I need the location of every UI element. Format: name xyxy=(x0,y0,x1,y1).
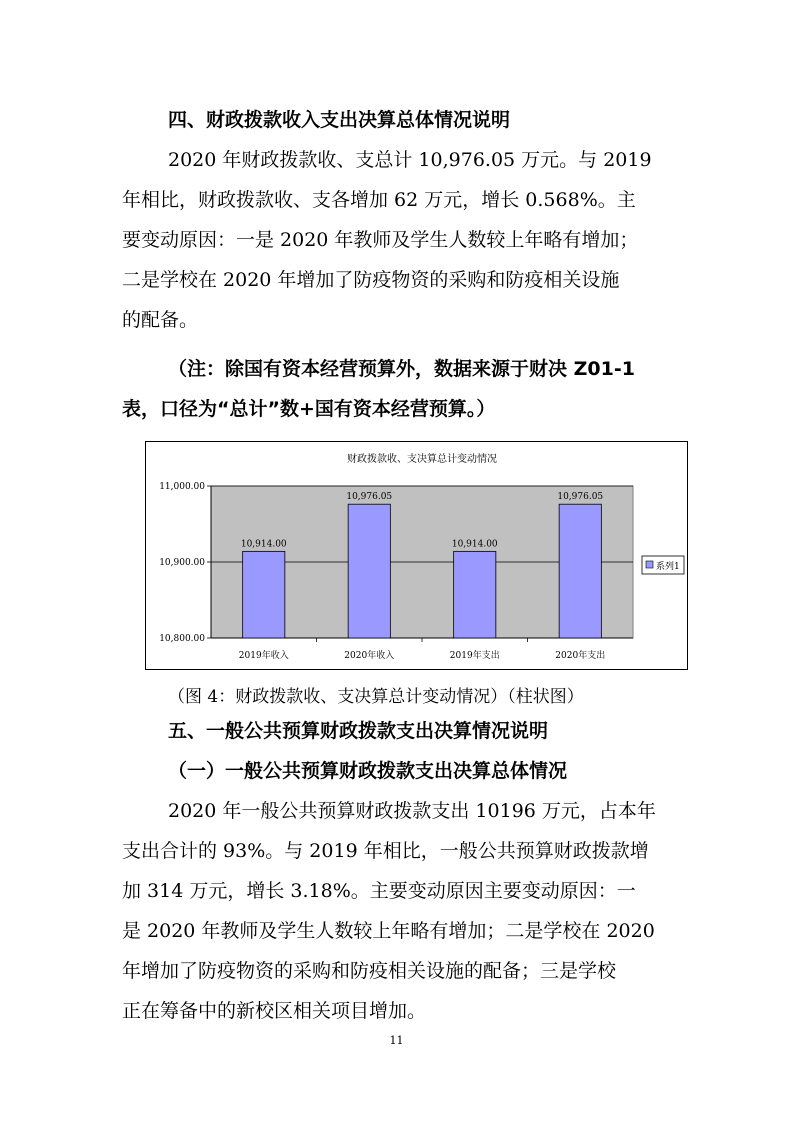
y-tick-label: 11,000.00 xyxy=(159,482,205,492)
data-label: 10,976.05 xyxy=(346,492,393,503)
x-tick-label: 2020年支出 xyxy=(555,651,606,661)
chart-svg xyxy=(146,442,687,669)
paragraph-line: 的配备。 xyxy=(122,309,199,331)
note-line: 表，口径为“总计”数+国有资本经营预算。） xyxy=(122,398,496,420)
paragraph-line: 要变动原因：一是 2020 年教师及学生人数较上年略有增加； xyxy=(122,229,639,251)
data-label: 10,914.00 xyxy=(240,539,287,550)
y-tick-label: 10,900.00 xyxy=(159,558,205,568)
x-tick-label: 2019年收入 xyxy=(238,651,289,661)
legend-label: 系列1 xyxy=(656,562,680,572)
page-number: 11 xyxy=(389,1034,404,1047)
bar-chart xyxy=(145,441,688,670)
paragraph-line: 正在筹备中的新校区相关项目增加。 xyxy=(122,1000,427,1022)
bar xyxy=(348,504,390,638)
section5-subheading: （一）一般公共预算财政拨款支出决算总体情况 xyxy=(168,760,568,782)
chart-title: 财政拨款收、支决算总计变动情况 xyxy=(347,454,497,465)
paragraph-line: 年增加了防疫物资的采购和防疫相关设施的配备；三是学校 xyxy=(122,960,617,982)
paragraph-line: 二是学校在 2020 年增加了防疫物资的采购和防疫相关设施 xyxy=(122,269,620,291)
note-line: （注：除国有资本经营预算外，数据来源于财决 Z01-1 xyxy=(168,358,635,380)
figure-caption: （图 4：财政拨款收、支决算总计变动情况）（柱状图） xyxy=(168,687,584,707)
paragraph-line: 是 2020 年教师及学生人数较上年略有增加；二是学校在 2020 xyxy=(122,920,655,942)
section5-heading: 五、一般公共预算财政拨款支出决算情况说明 xyxy=(168,720,549,742)
section4-heading: 四、财政拨款收入支出决算总体情况说明 xyxy=(168,109,511,131)
x-tick-label: 2019年支出 xyxy=(449,651,500,661)
bar xyxy=(243,551,285,638)
legend-swatch xyxy=(646,561,653,568)
paragraph-line: 支出合计的 93%。与 2019 年相比，一般公共预算财政拨款增 xyxy=(122,840,649,862)
bar xyxy=(454,551,496,638)
y-tick-label: 10,800.00 xyxy=(159,634,205,644)
paragraph-line: 2020 年一般公共预算财政拨款支出 10196 万元，占本年 xyxy=(168,800,656,822)
x-tick-label: 2020年收入 xyxy=(344,651,395,661)
bar xyxy=(559,504,601,638)
paragraph-line: 年相比，财政拨款收、支各增加 62 万元，增长 0.568%。主 xyxy=(122,189,636,211)
paragraph-line: 2020 年财政拨款收、支总计 10,976.05 万元。与 2019 xyxy=(168,149,652,171)
data-label: 10,914.00 xyxy=(451,539,498,550)
paragraph-line: 加 314 万元，增长 3.18%。主要变动原因主要变动原因：一 xyxy=(122,880,636,902)
data-label: 10,976.05 xyxy=(557,492,604,503)
